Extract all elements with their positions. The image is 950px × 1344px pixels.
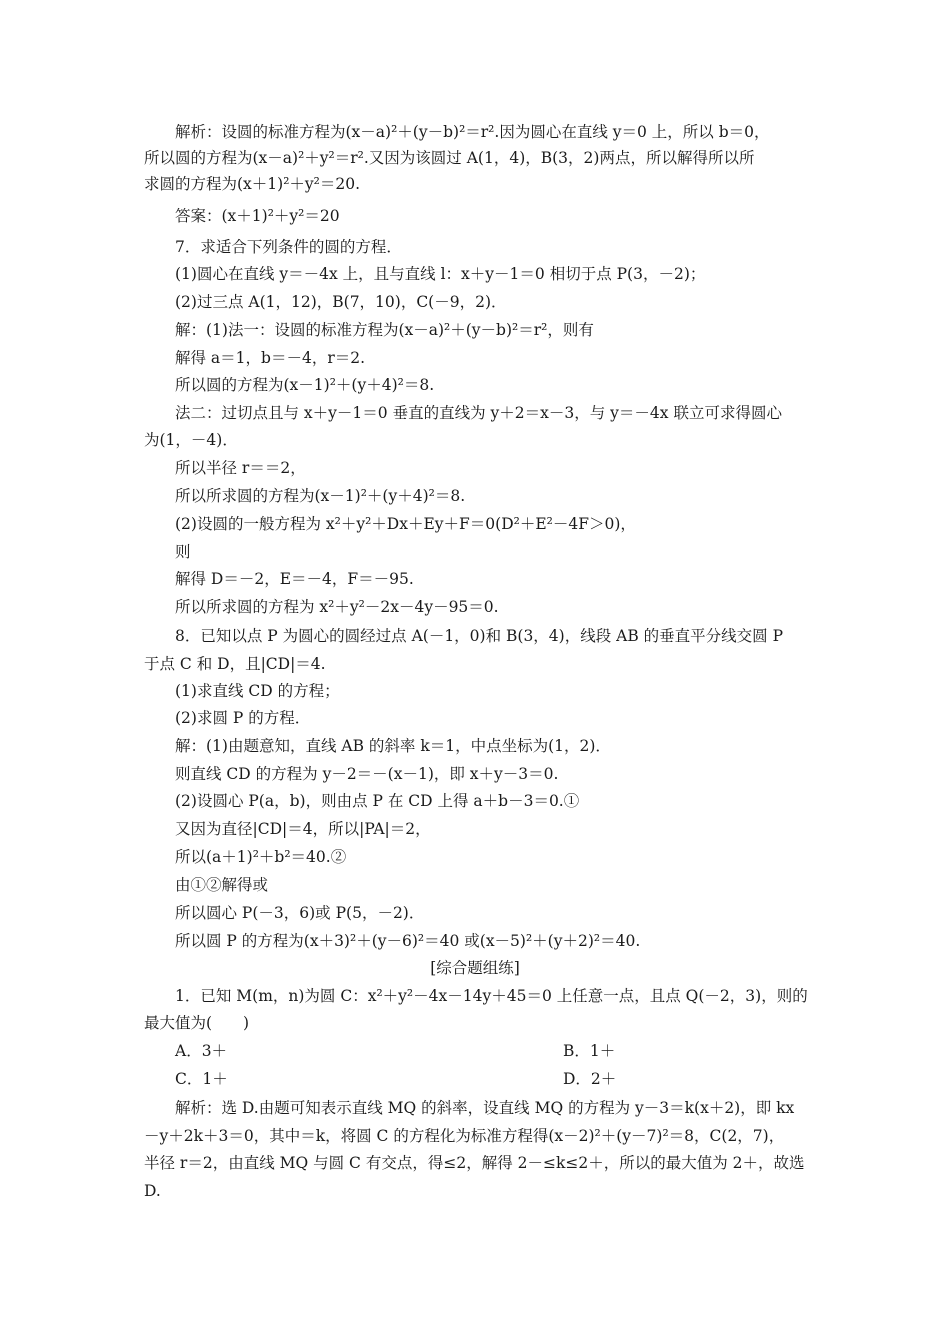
analysis-line: －y＋2k＋3＝0，其中＝k，将圆 C 的方程化为标准方程得(x－2)²＋(y－7)²＝8，C(2，7)， [144,1127,785,1145]
text-line: 解得 D＝－2，E＝－4，F＝－95. [175,570,414,588]
text-line: (2)求圆 P 的方程． [175,709,311,727]
option-d: D．2＋ [563,1070,617,1088]
text-line: (1)圆心在直线 y＝－4x 上，且与直线 l：x＋y－1＝0 相切于点 P(3，－2)； [175,265,706,283]
text-line: 解析：设圆的标准方程为(x－a)²＋(y－b)²＝r².因为圆心在直线 y＝0 上，所以 b＝0， [175,123,770,141]
text-line: 解：(1)由题意知，直线 AB 的斜率 k＝1，中点坐标为(1，2)． [175,737,611,755]
option-c: C．1＋ [175,1070,228,1088]
text-line: 答案：(x＋1)²＋y²＝20 [175,207,340,225]
text-line: 则直线 CD 的方程为 y－2＝－(x－1)，即 x＋y－3＝0. [175,765,559,783]
text-line: (1)求直线 CD 的方程； [175,682,340,700]
text-line: 求圆的方程为(x＋1)²＋y²＝20. [144,175,361,193]
text-line: 所以(a＋1)²＋b²＝40.② [175,848,347,866]
text-line: 为(1，－4)． [144,431,238,449]
text-line: 所以所求圆的方程为 x²＋y²－2x－4y－95＝0. [175,598,499,616]
text-line: 于点 C 和 D，且|CD|＝4. [144,655,326,673]
text-line: 所以圆 P 的方程为(x＋3)²＋(y－6)²＝40 或(x－5)²＋(y＋2)²＝40. [175,932,641,950]
section-heading: [综合题组练] [430,959,520,977]
option-a: A．3＋ [175,1042,228,1060]
text-line: 由①②解得或 [175,876,269,894]
text-line: 7．求适合下列条件的圆的方程． [175,238,402,256]
text-line: 8．已知以点 P 为圆心的圆经过点 A(－1，0)和 B(3，4)，线段 AB 的垂直平分线交圆 P [175,627,784,645]
text-line: 所以圆的方程为(x－a)²＋y²＝r².又因为该圆过 A(1，4)，B(3，2)两点，所以解得所以所 [144,149,755,167]
text-line: 解：(1)法一：设圆的标准方程为(x－a)²＋(y－b)²＝r²，则有 [175,321,594,339]
analysis-line: 解析：选 D.由题可知表示直线 MQ 的斜率，设直线 MQ 的方程为 y－3＝k(x＋2)，即 kx [175,1099,795,1117]
text-line: 最大值为( ) [144,1014,250,1032]
text-line: 所以半径 r＝＝2， [175,459,306,477]
text-line: 所以圆心 P(－3，6)或 P(5，－2)． [175,904,425,922]
analysis-line: 半径 r＝2，由直线 MQ 与圆 C 有交点，得≤2，解得 2－≤k≤2＋，所以的最大值为 2＋，故选 [144,1154,805,1172]
option-b: B．1＋ [563,1042,616,1060]
text-line: 则 [175,543,191,561]
analysis-line: D. [144,1182,161,1200]
text-line: 1．已知 M(m，n)为圆 C：x²＋y²－4x－14y＋45＝0 上任意一点，且点 Q(－2，3)，则的 [175,987,808,1005]
text-line: 所以所求圆的方程为(x－1)²＋(y＋4)²＝8. [175,487,466,505]
text-line: 又因为直径|CD|＝4，所以|PA|＝2， [175,820,431,838]
text-line: (2)设圆的一般方程为 x²＋y²＋Dx＋Ey＋F＝0(D²＋E²－4F＞0)， [175,515,636,533]
text-line: (2)过三点 A(1，12)，B(7，10)，C(－9，2)． [175,293,507,311]
text-line: 解得 a＝1，b＝－4，r＝2. [175,349,366,367]
text-line: 法二：过切点且与 x＋y－1＝0 垂直的直线为 y＋2＝x－3，与 y＝－4x 联立可求得圆心 [175,404,782,422]
text-line: (2)设圆心 P(a，b)，则由点 P 在 CD 上得 a＋b－3＝0.① [175,792,580,810]
text-line: 所以圆的方程为(x－1)²＋(y＋4)²＝8. [175,376,435,394]
